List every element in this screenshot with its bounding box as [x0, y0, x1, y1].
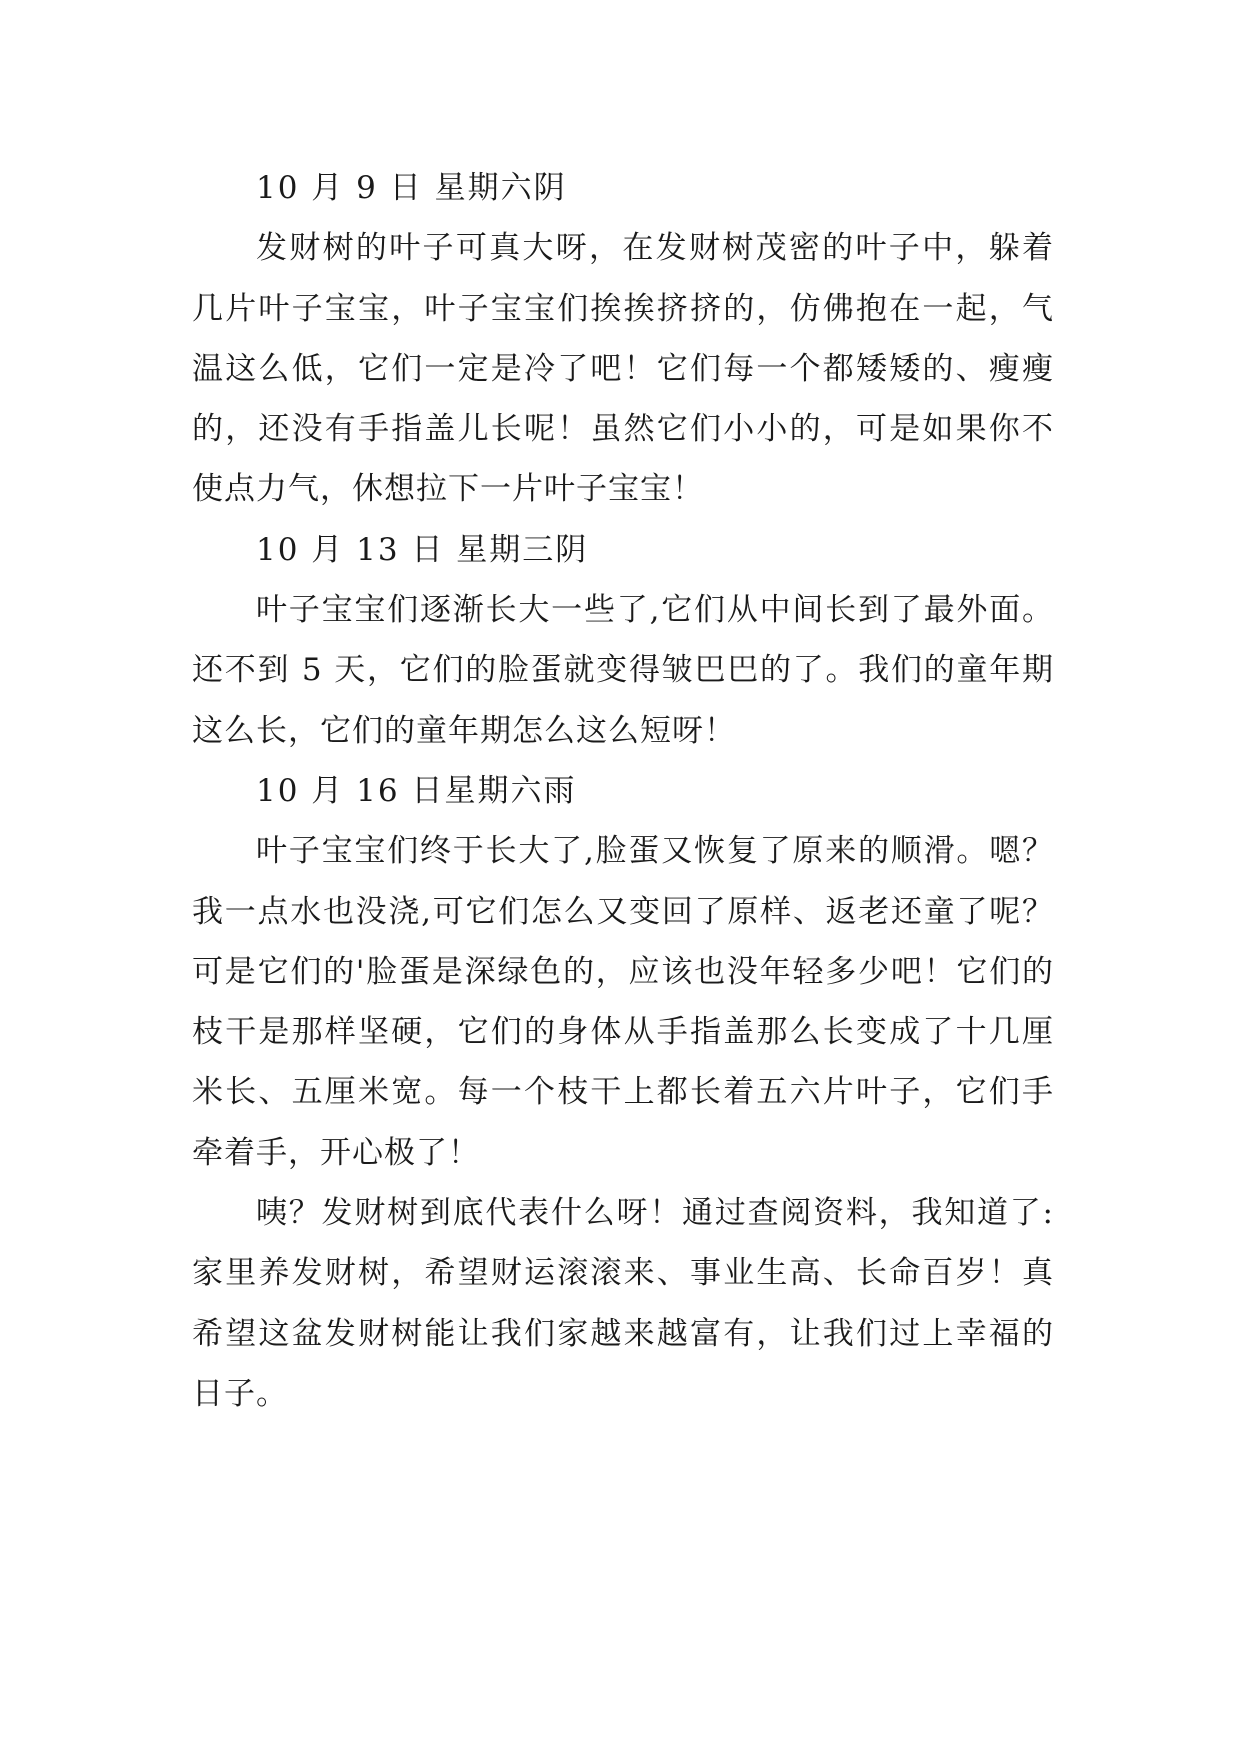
- entry-date: 10 月 9 日 星期六阴: [256, 170, 567, 206]
- entry-paragraph: 发财树的叶子可真大呀，在发财树茂密的叶子中，躲着几片叶子宝宝，叶子宝宝们挨挨挤挤的，仿佛抱在一起，气温这么低，它们一定是冷了吧！它们每一个都矮矮的、瘦瘦的，还没有手指盖儿长呢！虽然它们小小的，可是如果你不使点力气，休想拉下一片叶子宝宝！: [192, 230, 1054, 508]
- entry-date: 10 月 13 日 星期三阴: [256, 531, 589, 568]
- entry-date: 10 月 16 日星期六雨: [256, 772, 577, 809]
- entry-paragraph: 咦？发财树到底代表什么呀！通过查阅资料，我知道了:家里养发财树，希望财运滚滚来、事业生高、长命百岁！真希望这盆发财树能让我们家越来越富有，让我们过上幸福的日子。: [192, 1195, 1054, 1412]
- document-body: [192, 158, 1054, 1424]
- entry-paragraph: 叶子宝宝们逐渐长大一些了,它们从中间长到了最外面。还不到 5 天，它们的脸蛋就变得皱巴巴的了。我们的童年期这么长，它们的童年期怎么这么短呀！: [192, 592, 1054, 749]
- entry-paragraph: 叶子宝宝们终于长大了,脸蛋又恢复了原来的顺滑。嗯？我一点水也没浇,可它们怎么又变回了原样、返老还童了呢？可是它们的'脸蛋是深绿色的，应该也没年轻多少吧！它们的枝干是那样坚硬，它们的身体从手指盖那么长变成了十几厘米长、五厘米宽。每一个枝干上都长着五六片叶子，它们手牵着手，开心极了！: [192, 833, 1054, 1171]
